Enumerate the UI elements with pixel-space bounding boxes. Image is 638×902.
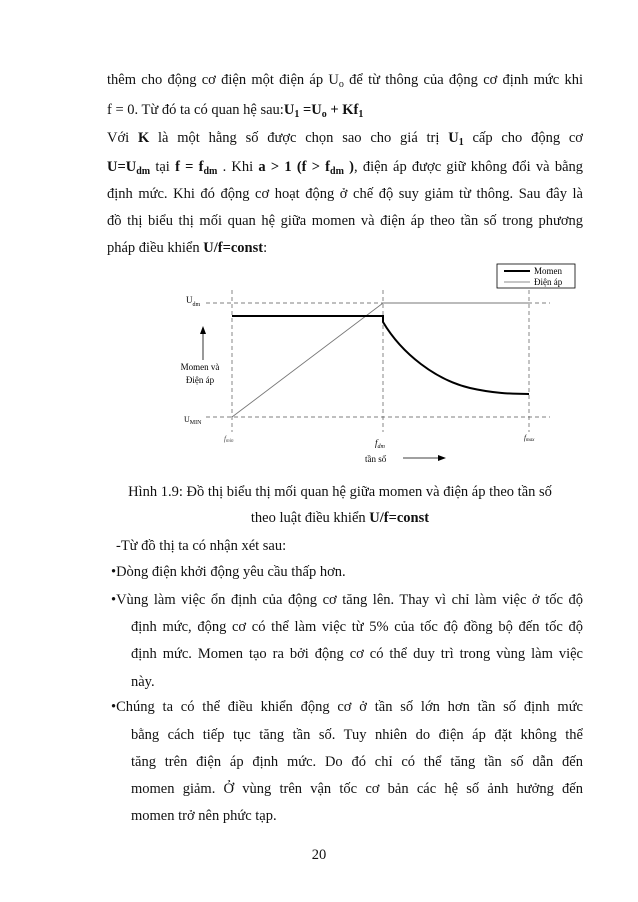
- x-label-fdm: $f_{dm}$: [375, 438, 385, 450]
- y-bottom-label: $U_{MIN}$: [184, 415, 202, 426]
- y-arrow-head: [200, 326, 206, 334]
- text-line: Với K là một hằng số được chọn sao cho giá trị $U_1$ cấp cho động cơ: [107, 130, 583, 148]
- x-axis-label: tần số: [365, 454, 387, 464]
- text-line: f = 0. Từ đó ta có quan hệ $sau:U_1 =U_o + Kf_1$: [107, 102, 364, 120]
- bullet-continuation: momen trở nên phức tạp.: [131, 808, 277, 824]
- bullet-continuation: định mức. Momen tạo ra bởi động cơ có thể duy trì trong vùng làm việc: [131, 646, 583, 662]
- text-line: $U=U_{dm}$ tại $f = f_{dm}$ . Khi a > 1 ($f > f_{dm}$ ), điện áp được giữ không đổi và bằng: [107, 159, 584, 177]
- bullet-continuation: định mức, động cơ có thể làm việc từ 5% của tốc độ đồng bộ đến tốc độ: [131, 619, 583, 635]
- bullet-continuation: này.: [131, 674, 155, 690]
- y-axis-label-1: Momen và: [180, 362, 220, 372]
- bullet-item: •Vùng làm việc ổn định của động cơ tăng lên. Thay vì chỉ làm việc ở tốc độ: [111, 592, 583, 608]
- legend-momen: Momen: [534, 266, 562, 276]
- text-line: pháp điều khiển U/f=const:: [107, 240, 268, 256]
- legend-dien-ap: Điện áp: [534, 277, 563, 287]
- legend: [497, 264, 575, 288]
- remarks-intro: -Từ đồ thị ta có nhận xét sau:: [116, 538, 287, 554]
- y-top-label: $U_{dm}$: [186, 295, 201, 308]
- x-label-fmax: fmax: [524, 434, 535, 443]
- bullet-continuation: bằng cách tiếp tục tăng tần số. Tuy nhiên do điện áp đặt không thể: [131, 727, 583, 743]
- page-number: 20: [311, 847, 327, 863]
- voltage-curve: [232, 303, 529, 417]
- text-line: định mức. Khi đó động cơ hoạt động ở chế độ suy giảm từ thông. Sau đây là: [107, 186, 583, 202]
- bullet-item: •Chúng ta có thể điều khiển động cơ ở tần số lớn hơn tần số định mức: [111, 699, 583, 715]
- bullet-item: •Dòng điện khởi động yêu cầu thấp hơn.: [111, 564, 346, 580]
- plot-grid: [206, 290, 550, 432]
- text-line: thêm cho động cơ điện một điện áp $U_o$ để từ thông của động cơ định mức khi: [107, 72, 583, 90]
- figure-caption-line2: theo luật điều khiển U/f=const: [250, 510, 430, 526]
- x-arrow-head: [438, 455, 446, 461]
- text-line: đồ thị biểu thị mối quan hệ giữa momen và điện áp theo tần số trong phương: [107, 213, 583, 229]
- figure-caption: Hình 1.9: Đồ thị biểu thị mối quan hệ giữa momen và điện áp theo tần số: [128, 484, 552, 500]
- bullet-continuation: momen giảm. Ở vùng trên vận tốc cơ bản các hệ số ảnh hưởng đến: [131, 781, 583, 797]
- momen-curve: [232, 316, 529, 394]
- bullet-continuation: tăng trên điện áp định mức. Do đó chỉ có thể tăng tần số dẫn đến: [131, 754, 583, 770]
- y-axis-label-2: Điện áp: [185, 375, 215, 385]
- x-label-fmin: fmin: [224, 435, 234, 444]
- momen-voltage-diagram: [140, 260, 580, 470]
